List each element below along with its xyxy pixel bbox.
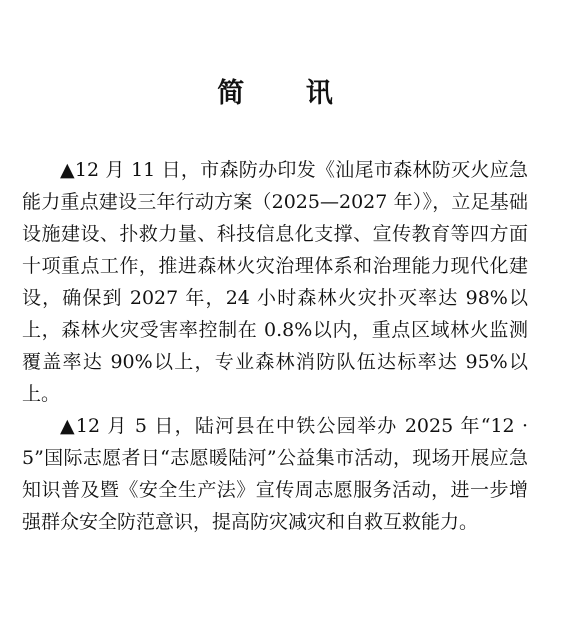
page-title: 简 讯 bbox=[217, 78, 359, 109]
news-item-forest-fire-plan: ▲12 月 11 日，市森防办印发《汕尾市森林防灭火应急能力重点建设三年行动方案（2025—2027 年）》，立足基础设施建设、扑救力量、科技信息化支撑、宣传教育等四方面十项重点工作，推进森林火灾治理体系和治理能力现代化建设，确保到 2027 年，24 小时森林火灾扑灭率达 98%以上，森林火灾受害率控制在 0.8%以内，重点区域林火监测覆盖率达 90%以上，专业森林消防队伍达标率达 95%以上。 bbox=[22, 159, 528, 405]
news-body bbox=[22, 154, 528, 538]
news-item-volunteer-day: ▲12 月 5 日，陆河县在中铁公园举办 2025 年“12 · 5”国际志愿者日“志愿暖陆河”公益集市活动，现场开展应急知识普及暨《安全生产法》宣传周志愿服务活动，进一步增强群众安全防范意识，提高防灾减灾和自救互救能力。 bbox=[22, 415, 528, 533]
